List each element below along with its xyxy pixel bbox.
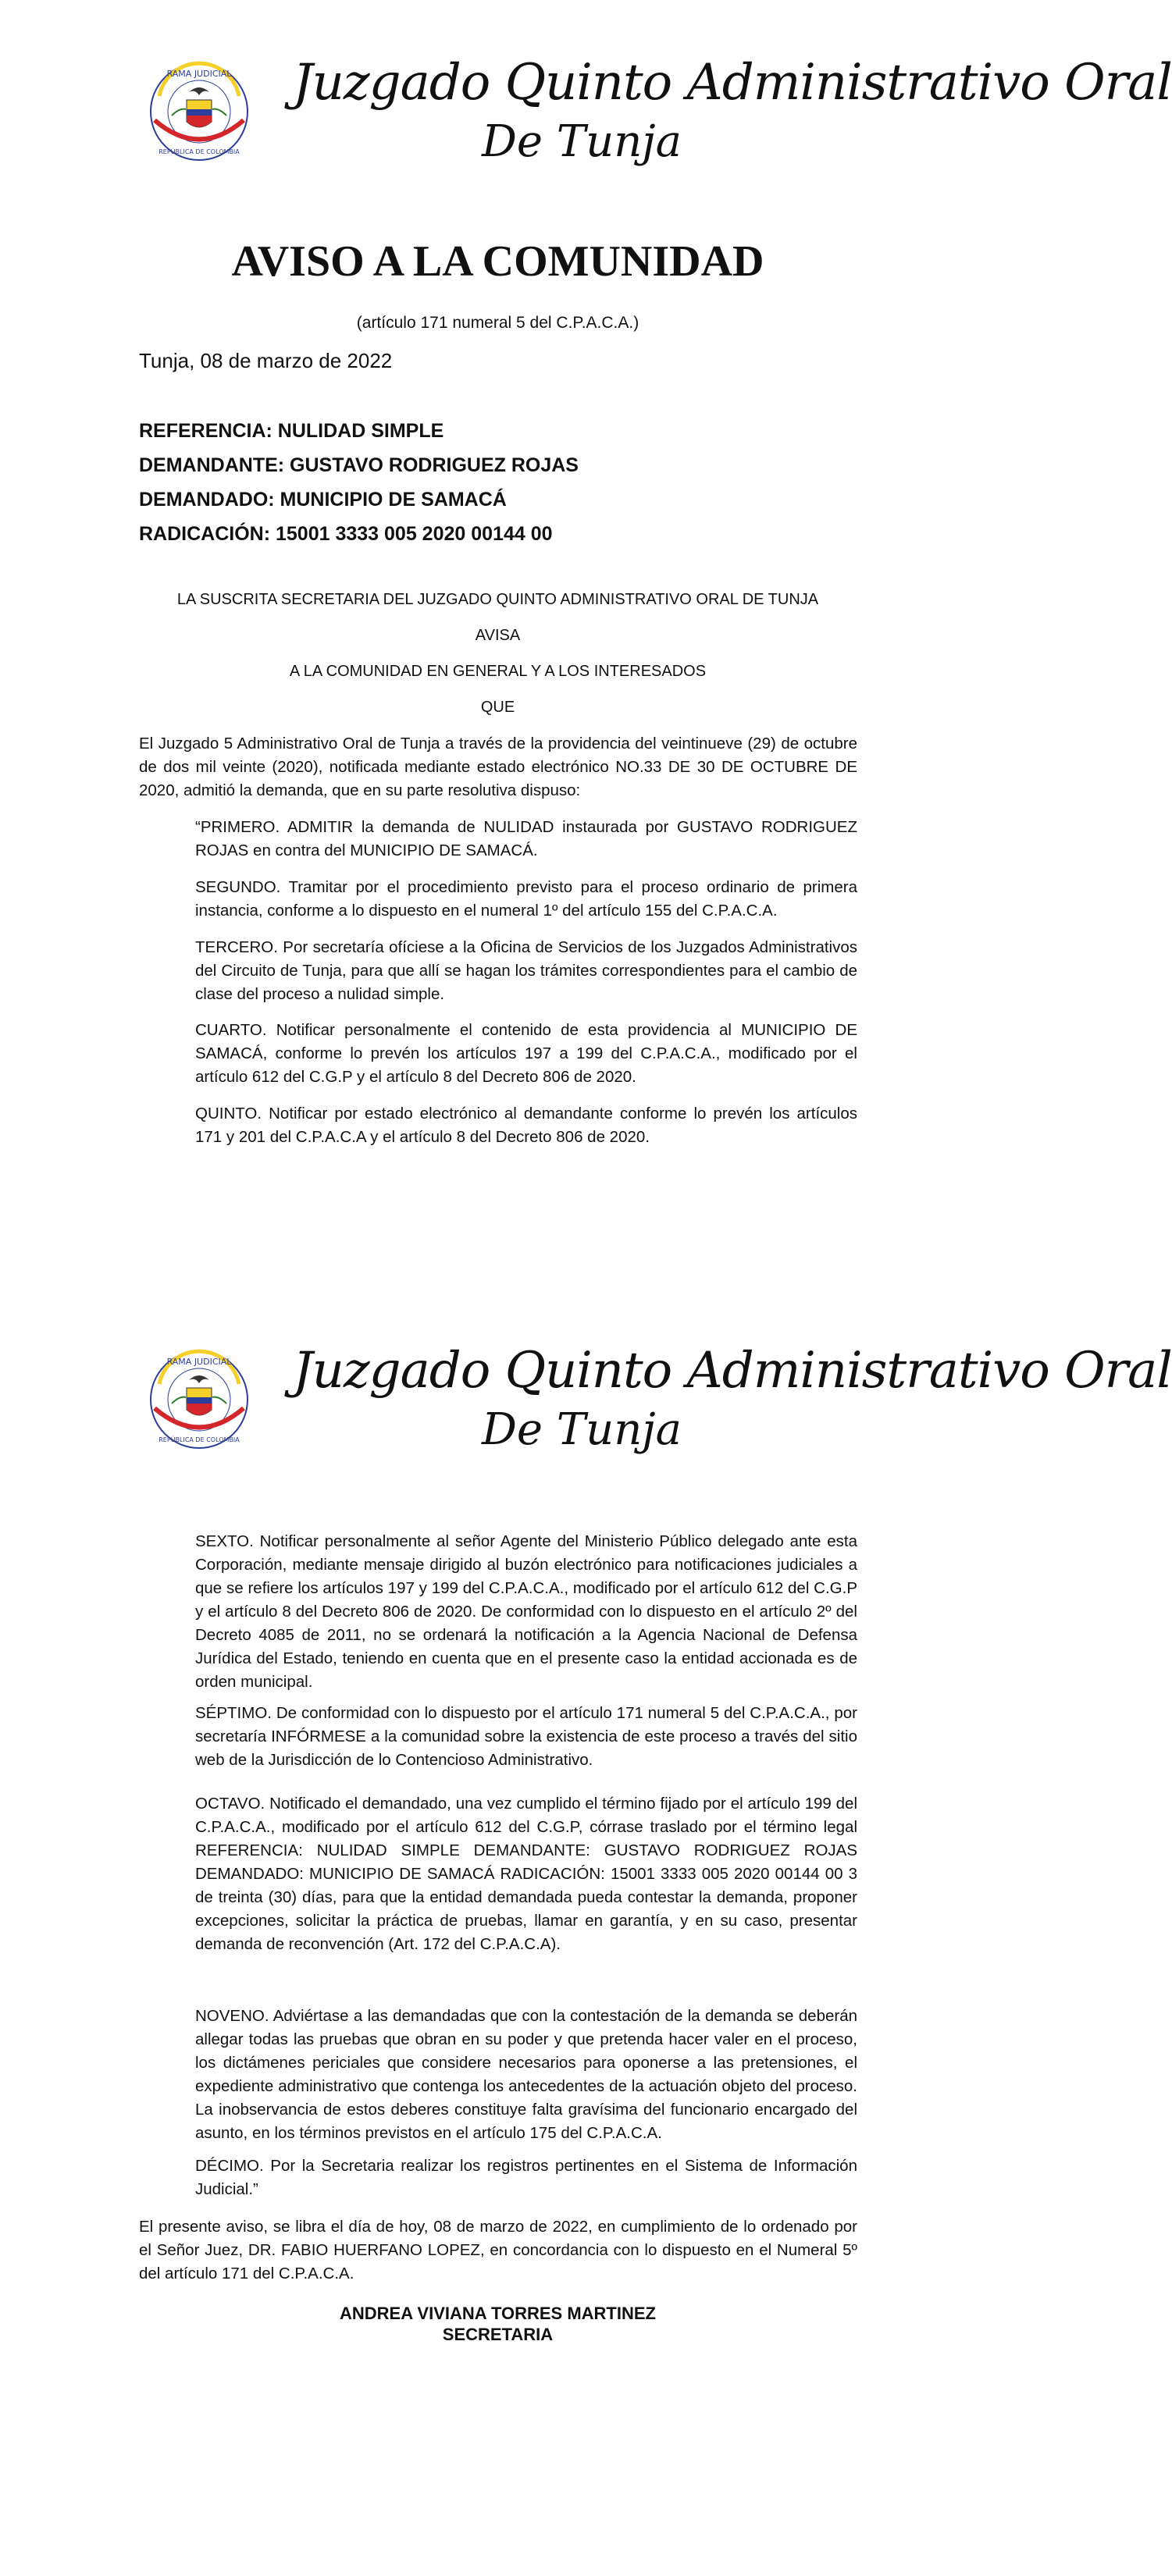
rama-judicial-seal-logo: [148, 61, 250, 162]
paragraph-sexto: SEXTO. Notificar personalmente al señor Agente del Ministerio Público delegado ante esta Corporación, mediante mensaje dirigido al buzón electrónico para notificaciones judiciales a que se refiere los artículos 197 y 199 del C.P.A.C.A., modificado por el artículo 612 del C.G.P y el artículo 8 del Decreto 806 de 2020. De conformidad con lo dispuesto en el artículo 2º del Decreto 4085 de 2011, no se ordenará la notificación a la Agencia Nacional de Defensa Jurídica del Estado, teniendo en cuenta que en el presente caso la entidad accionada es de orden municipal.: [195, 1532, 857, 1691]
intro-paragraph: El Juzgado 5 Administrativo Oral de Tunja a través de la providencia del veintinueve (29) de octubre de dos mil veinte (2020), notificada mediante estado electrónico NO.33 DE 30 DE OCTUBRE DE 2020, admitió la demanda, que en su parte resolutiva dispuso:: [139, 735, 857, 799]
paragraph-decimo: DÉCIMO. Por la Secretaria realizar los registros pertinentes en el Sistema de Información Judicial.”: [195, 2157, 857, 2198]
page-2: [0, 1288, 1172, 2576]
court-name-line1: Juzgado Quinto Administrativo Oral: [293, 1342, 1172, 1400]
ref-radicacion: RADICACIÓN: 15001 3333 005 2020 00144 00: [139, 523, 553, 545]
ref-referencia: REFERENCIA: NULIDAD SIMPLE: [139, 420, 444, 442]
svg-text:REPÚBLICA DE COLOMBIA: REPÚBLICA DE COLOMBIA: [159, 148, 240, 155]
notice-line-1: LA SUSCRITA SECRETARIA DEL JUZGADO QUINTO ADMINISTRATIVO ORAL DE TUNJA: [176, 591, 819, 608]
svg-text:RAMA JUDICIAL: RAMA JUDICIAL: [166, 1357, 232, 1367]
notice-line-2: AVISA: [475, 627, 521, 644]
svg-text:REPÚBLICA DE COLOMBIA: REPÚBLICA DE COLOMBIA: [159, 1436, 240, 1443]
ref-demandante: DEMANDANTE: GUSTAVO RODRIGUEZ ROJAS: [139, 454, 579, 476]
notice-line-3: A LA COMUNIDAD EN GENERAL Y A LOS INTERESADOS: [289, 663, 707, 680]
court-name-line2: De Tunja: [481, 1404, 682, 1455]
references-block: [139, 414, 579, 551]
paragraph-noveno: NOVENO. Adviértase a las demandadas que con la contestación de la demanda se deberán allegar todas las pruebas que obran en su poder y que pretenda hacer valer en el proceso, los dictámenes periciales que considere necesarios para oponerse a las pretensiones, el expediente administrativo que contenga los antecedentes de la actuación objeto del proceso. La inobservancia de estos deberes constituye falta gravísima del funcionario encargado del asunto, en los términos previstos en el artículo 175 del C.P.A.C.A.: [195, 2007, 857, 2142]
paragraph-quinto: QUINTO. Notificar por estado electrónico al demandante conforme lo prevén los artículos 171 y 201 del C.P.A.C.A y el artículo 8 del Decreto 806 de 2020.: [195, 1105, 857, 1146]
rama-judicial-seal-logo: [148, 1349, 250, 1450]
page-header: [0, 1288, 1172, 1455]
page-title: AVISO A LA COMUNIDAD: [231, 237, 764, 286]
date: Tunja, 08 de marzo de 2022: [139, 349, 393, 372]
subtitle: (artículo 171 numeral 5 del C.P.A.C.A.): [356, 314, 639, 332]
paragraph-segundo: SEGUNDO. Tramitar por el procedimiento previsto para el proceso ordinario de primera instancia, conforme a lo dispuesto en el numeral 1º del artículo 155 del C.P.A.C.A.: [195, 878, 857, 920]
court-name-line1: Juzgado Quinto Administrativo Oral: [293, 54, 1172, 112]
paragraph-octavo: OCTAVO. Notificado el demandado, una vez cumplido el término fijado por el artículo 199 del C.P.A.C.A., modificado por el artículo 612 del C.G.P, córrase traslado por el término legal REFERENCIA: NULIDAD SIMPLE DEMANDANTE: GUSTAVO RODRIGUEZ ROJAS DEMANDADO: MUNICIPIO DE SAMACÁ RADICACIÓN: 15001 3333 005 2020 00144 00 3 de treinta (30) días, para que la entidad demandada pueda contestar la demanda, proponer excepciones, solicitar la práctica de pruebas, llamar en garantía, y en su caso, presentar demanda de reconvención (Art. 172 del C.P.A.C.A).: [195, 1795, 857, 1953]
court-name-line2: De Tunja: [481, 116, 682, 167]
paragraph-primero: “PRIMERO. ADMITIR la demanda de NULIDAD instaurada por GUSTAVO RODRIGUEZ ROJAS en contra del MUNICIPIO DE SAMACÁ.: [195, 818, 857, 859]
signature-role: SECRETARIA: [442, 2325, 554, 2344]
closing-paragraph: El presente aviso, se libra el día de hoy, 08 de marzo de 2022, en cumplimiento de lo ordenado por el Señor Juez, DR. FABIO HUERFANO LOPEZ, en concordancia con lo dispuesto en el Numeral 5º del artículo 171 del C.P.A.C.A.: [139, 2218, 857, 2282]
paragraph-septimo: SÉPTIMO. De conformidad con lo dispuesto por el artículo 171 numeral 5 del C.P.A.C.A., por secretaría INFÓRMESE a la comunidad sobre la existencia de este proceso a través del sitio web de la Jurisdicción de lo Contencioso Administrativo.: [195, 1704, 857, 1769]
paragraph-cuarto: CUARTO. Notificar personalmente el contenido de esta providencia al MUNICIPIO DE SAMACÁ, conforme lo prevén los artículos 197 a 199 del C.P.A.C.A., modificado por el artículo 612 del C.G.P y el artículo 8 del Decreto 806 de 2020.: [195, 1021, 857, 1086]
ref-demandado: DEMANDADO: MUNICIPIO DE SAMACÁ: [139, 489, 507, 511]
signature-name: ANDREA VIVIANA TORRES MARTINEZ: [340, 2304, 656, 2323]
svg-text:RAMA JUDICIAL: RAMA JUDICIAL: [166, 69, 232, 79]
page-header: [0, 0, 1172, 167]
paragraph-tercero: TERCERO. Por secretaría ofíciese a la Oficina de Servicios de los Juzgados Administrativos del Circuito de Tunja, para que allí se hagan los trámites correspondientes para el cambio de clase del proceso a nulidad simple.: [195, 938, 857, 1003]
notice-line-4: QUE: [480, 699, 515, 716]
